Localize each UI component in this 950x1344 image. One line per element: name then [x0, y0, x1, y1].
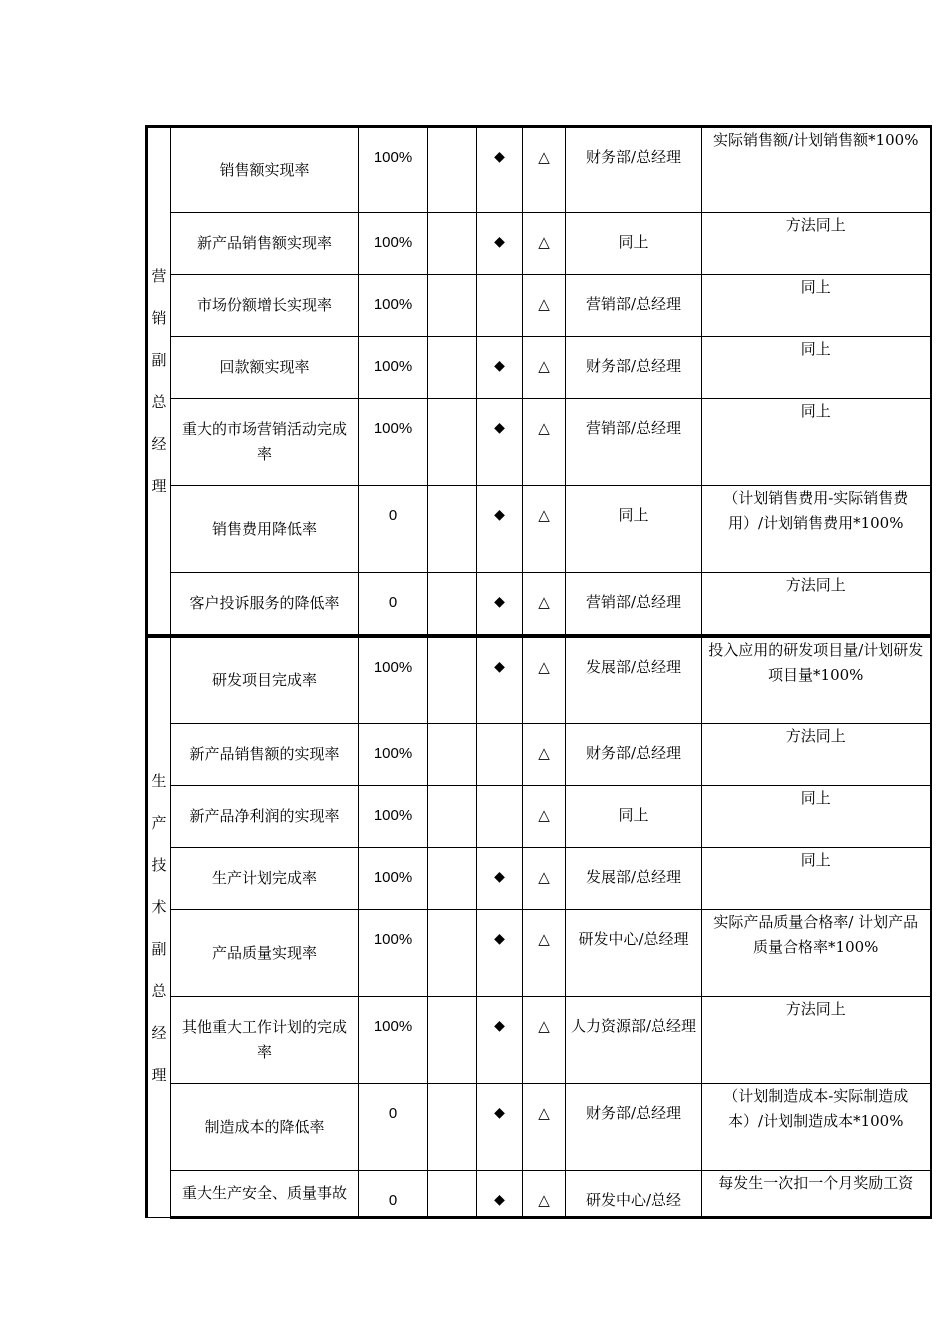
weight-cell — [428, 1171, 477, 1218]
indicator-name: 新产品销售额的实现率 — [171, 724, 359, 786]
department-char: 理 — [151, 477, 167, 495]
indicator-name: 重大生产安全、质量事故 — [171, 1171, 359, 1218]
department-char: 总 — [151, 393, 167, 411]
table-row — [147, 724, 931, 786]
triangle-icon: △ — [523, 213, 566, 275]
department-char: 营 — [151, 267, 167, 285]
calc-formula: 同上 — [702, 399, 931, 486]
table-row — [147, 399, 931, 486]
responsible-dept: 发展部/总经理 — [566, 848, 702, 910]
key-indicator-diamond-icon — [477, 275, 523, 337]
department-char: 术 — [151, 897, 167, 916]
weight-cell — [428, 997, 477, 1084]
weight-cell — [428, 1084, 477, 1171]
calc-formula: 实际销售额/计划销售额*100% — [702, 127, 931, 213]
weight-cell — [428, 786, 477, 848]
indicator-name: 销售额实现率 — [171, 127, 359, 213]
table-row — [147, 997, 931, 1084]
key-indicator-diamond-icon: ◆ — [477, 997, 523, 1084]
calc-formula: （计划制造成本-实际制造成本）/计划制造成本*100% — [702, 1084, 931, 1171]
department-char: 经 — [151, 1023, 167, 1042]
target-value: 100% — [359, 848, 428, 910]
indicator-name: 生产计划完成率 — [171, 848, 359, 910]
indicator-name: 市场份额增长实现率 — [171, 275, 359, 337]
target-value: 100% — [359, 724, 428, 786]
calc-formula: 同上 — [702, 786, 931, 848]
weight-cell — [428, 910, 477, 997]
indicator-name: 其他重大工作计划的完成率 — [171, 997, 359, 1084]
target-value: 100% — [359, 399, 428, 486]
department-char: 产 — [151, 813, 167, 832]
key-indicator-diamond-icon: ◆ — [477, 486, 523, 573]
calc-formula: 同上 — [702, 275, 931, 337]
triangle-icon: △ — [523, 997, 566, 1084]
table-row — [147, 486, 931, 573]
responsible-dept: 财务部/总经理 — [566, 1084, 702, 1171]
calc-formula: （计划销售费用-实际销售费用）/计划销售费用*100% — [702, 486, 931, 573]
target-value: 0 — [359, 1084, 428, 1171]
weight-cell — [428, 724, 477, 786]
key-indicator-diamond-icon: ◆ — [477, 127, 523, 213]
calc-formula: 方法同上 — [702, 213, 931, 275]
weight-cell — [428, 486, 477, 573]
key-indicator-diamond-icon — [477, 724, 523, 786]
calc-formula: 实际产品质量合格率/ 计划产品质量合格率*100% — [702, 910, 931, 997]
triangle-icon: △ — [523, 337, 566, 399]
key-indicator-diamond-icon — [477, 786, 523, 848]
responsible-dept: 财务部/总经理 — [566, 127, 702, 213]
kpi-table-marketing — [145, 125, 932, 635]
department-char: 理 — [151, 1065, 167, 1084]
target-value: 100% — [359, 910, 428, 997]
department-char: 副 — [151, 939, 167, 958]
responsible-dept: 营销部/总经理 — [566, 275, 702, 337]
target-value: 0 — [359, 486, 428, 573]
department-char: 总 — [151, 981, 167, 1000]
key-indicator-diamond-icon: ◆ — [477, 213, 523, 275]
department-char: 副 — [151, 351, 167, 369]
indicator-name: 客户投诉服务的降低率 — [171, 573, 359, 635]
weight-cell — [428, 637, 477, 724]
responsible-dept: 同上 — [566, 786, 702, 848]
weight-cell — [428, 213, 477, 275]
responsible-dept: 财务部/总经理 — [566, 724, 702, 786]
triangle-icon: △ — [523, 910, 566, 997]
department-char: 经 — [151, 435, 167, 453]
responsible-dept: 同上 — [566, 213, 702, 275]
responsible-dept: 财务部/总经理 — [566, 337, 702, 399]
target-value: 100% — [359, 337, 428, 399]
target-value: 0 — [359, 573, 428, 635]
table-row — [147, 213, 931, 275]
department-cell — [147, 637, 171, 1218]
table-row — [147, 786, 931, 848]
kpi-table-sheet — [145, 125, 929, 1219]
triangle-icon: △ — [523, 848, 566, 910]
responsible-dept: 营销部/总经理 — [566, 399, 702, 486]
triangle-icon: △ — [523, 399, 566, 486]
triangle-icon: △ — [523, 1084, 566, 1171]
target-value: 100% — [359, 786, 428, 848]
target-value: 100% — [359, 213, 428, 275]
weight-cell — [428, 848, 477, 910]
calc-formula: 投入应用的研发项目量/计划研发项目量*100% — [702, 637, 931, 724]
key-indicator-diamond-icon: ◆ — [477, 1171, 523, 1218]
triangle-icon: △ — [523, 637, 566, 724]
triangle-icon: △ — [523, 486, 566, 573]
target-value: 100% — [359, 637, 428, 724]
table-row — [147, 848, 931, 910]
weight-cell — [428, 337, 477, 399]
calc-formula: 每发生一次扣一个月奖励工资 — [702, 1171, 931, 1218]
responsible-dept: 营销部/总经理 — [566, 573, 702, 635]
calc-formula: 同上 — [702, 337, 931, 399]
indicator-name: 研发项目完成率 — [171, 637, 359, 724]
target-value: 100% — [359, 275, 428, 337]
table-row — [147, 1084, 931, 1171]
table-row — [147, 275, 931, 337]
table-row — [147, 910, 931, 997]
weight-cell — [428, 399, 477, 486]
table-row — [147, 637, 931, 724]
target-value: 0 — [359, 1171, 428, 1218]
key-indicator-diamond-icon: ◆ — [477, 399, 523, 486]
triangle-icon: △ — [523, 724, 566, 786]
weight-cell — [428, 573, 477, 635]
indicator-name: 制造成本的降低率 — [171, 1084, 359, 1171]
calc-formula: 方法同上 — [702, 573, 931, 635]
triangle-icon: △ — [523, 786, 566, 848]
table-row — [147, 1171, 931, 1218]
indicator-name: 重大的市场营销活动完成率 — [171, 399, 359, 486]
key-indicator-diamond-icon: ◆ — [477, 910, 523, 997]
calc-formula: 方法同上 — [702, 724, 931, 786]
department-char: 生 — [151, 771, 167, 790]
kpi-table-production — [145, 635, 932, 1219]
responsible-dept: 人力资源部/总经理 — [566, 997, 702, 1084]
key-indicator-diamond-icon: ◆ — [477, 1084, 523, 1171]
triangle-icon: △ — [523, 573, 566, 635]
department-char: 销 — [151, 309, 167, 327]
indicator-name: 新产品净利润的实现率 — [171, 786, 359, 848]
key-indicator-diamond-icon: ◆ — [477, 848, 523, 910]
department-char: 技 — [151, 855, 167, 874]
key-indicator-diamond-icon: ◆ — [477, 337, 523, 399]
table-row — [147, 573, 931, 635]
calc-formula: 方法同上 — [702, 997, 931, 1084]
indicator-name: 产品质量实现率 — [171, 910, 359, 997]
key-indicator-diamond-icon: ◆ — [477, 637, 523, 724]
triangle-icon: △ — [523, 1171, 566, 1218]
table-row — [147, 337, 931, 399]
responsible-dept: 发展部/总经理 — [566, 637, 702, 724]
responsible-dept: 研发中心/总经 — [566, 1171, 702, 1218]
indicator-name: 回款额实现率 — [171, 337, 359, 399]
triangle-icon: △ — [523, 127, 566, 213]
department-cell — [147, 127, 171, 635]
responsible-dept: 研发中心/总经理 — [566, 910, 702, 997]
table-row — [147, 127, 931, 213]
key-indicator-diamond-icon: ◆ — [477, 573, 523, 635]
indicator-name: 销售费用降低率 — [171, 486, 359, 573]
target-value: 100% — [359, 127, 428, 213]
calc-formula: 同上 — [702, 848, 931, 910]
weight-cell — [428, 127, 477, 213]
weight-cell — [428, 275, 477, 337]
indicator-name: 新产品销售额实现率 — [171, 213, 359, 275]
triangle-icon: △ — [523, 275, 566, 337]
target-value: 100% — [359, 997, 428, 1084]
responsible-dept: 同上 — [566, 486, 702, 573]
